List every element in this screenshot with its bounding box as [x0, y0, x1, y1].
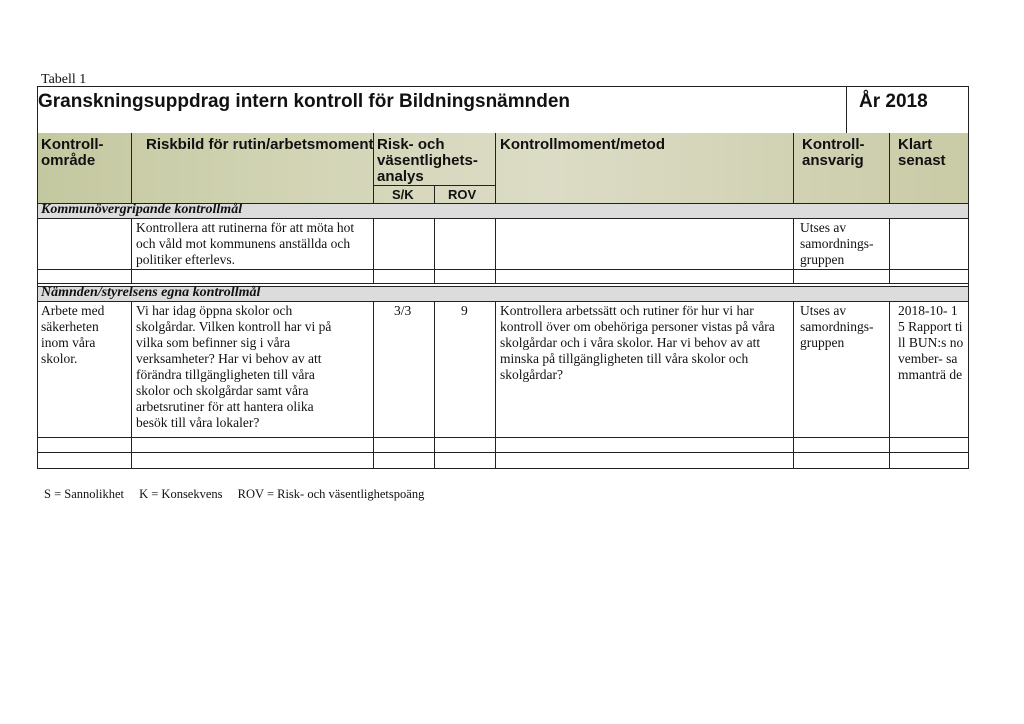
cell-metod: Kontrollera arbetssätt och rutiner för hur vi har kontroll över om obehöriga personer vistas på våra skolgårdar och i våra skolor. Har vi behov av att minska på tillgängligheten till våra skolor och skolgårdar?: [496, 301, 794, 437]
cell-omrade: Arbete med säkerheten inom våra skolor.: [38, 301, 132, 437]
header-analys-cell: [374, 133, 496, 203]
header-row: [38, 133, 968, 204]
cell-omrade: [38, 218, 132, 269]
legend: [44, 487, 436, 502]
header-analys: Risk- och väsentlighets- analys: [377, 136, 478, 185]
cell-metod: [496, 218, 794, 269]
header-ansvarig: Kontroll- ansvarig: [802, 136, 865, 169]
cell-riskbild: Kontrollera att rutinerna för att möta hot och våld mot kommunens anställda och politiker efterlevs.: [132, 218, 374, 269]
header-sk: S/K: [392, 187, 414, 202]
header-omrade-cell: [38, 133, 132, 203]
legend-k: K = Konsekvens: [139, 487, 223, 501]
title-row: [38, 87, 968, 134]
empty-row: [38, 438, 968, 453]
analys-subheader: [374, 185, 495, 204]
control-plan-table: [37, 86, 969, 469]
cell-sk: 3/3: [374, 301, 435, 437]
header-riskbild-cell: [132, 133, 374, 203]
cell-ansvarig: Utses av samordnings- gruppen: [794, 218, 890, 269]
section-namnden-styrelsen: [38, 286, 968, 302]
cell-rov: [435, 218, 496, 269]
header-metod-cell: [496, 133, 794, 203]
empty-row: [38, 453, 968, 468]
section-kommunovergripande: [38, 203, 968, 219]
empty-row: [38, 269, 968, 284]
table-row: [38, 218, 968, 270]
table-row: [38, 301, 968, 438]
header-rov: ROV: [448, 187, 477, 202]
cell-riskbild: Vi har idag öppna skolor och skolgårdar. Vilken kontroll har vi på vilka som befinner sig i våra verksamheter? Har vi behov av att förändra tillgängligheten till våra skolor och skolgårdar samt våra arbetsrutiner för att hantera olika besök till våra lokaler?: [132, 301, 374, 437]
cell-klart: 2018-10- 15 Rapport till BUN:s november- sammanträ de: [898, 303, 964, 382]
table-label: Tabell 1: [41, 72, 87, 87]
section-title: Nämnden/styrelsens egna kontrollmål: [41, 285, 261, 300]
header-riskbild: Riskbild för rutin/arbetsmoment: [146, 136, 374, 153]
header-klart: Klart senast: [898, 136, 946, 169]
header-klart-cell: [890, 133, 968, 203]
legend-rov: ROV = Risk- och väsentlighetspoäng: [237, 487, 425, 501]
header-ansvarig-cell: [794, 133, 890, 203]
legend-s: S = Sannolikhet: [44, 487, 124, 501]
header-metod: Kontrollmoment/metod: [500, 136, 665, 153]
year-label: År 2018: [859, 91, 928, 112]
sk-subcell: [374, 186, 435, 204]
page-title: Granskningsuppdrag intern kontroll för Bildningsnämnden: [38, 91, 571, 112]
header-omrade: Kontroll- område: [41, 136, 104, 169]
cell-klart: [890, 218, 968, 269]
year-cell: [846, 87, 969, 133]
cell-ansvarig: Utses av samordnings- gruppen: [794, 301, 890, 437]
cell-sk: [374, 218, 435, 269]
section-title: Kommunövergripande kontrollmål: [41, 202, 243, 217]
cell-rov: 9: [435, 301, 496, 437]
